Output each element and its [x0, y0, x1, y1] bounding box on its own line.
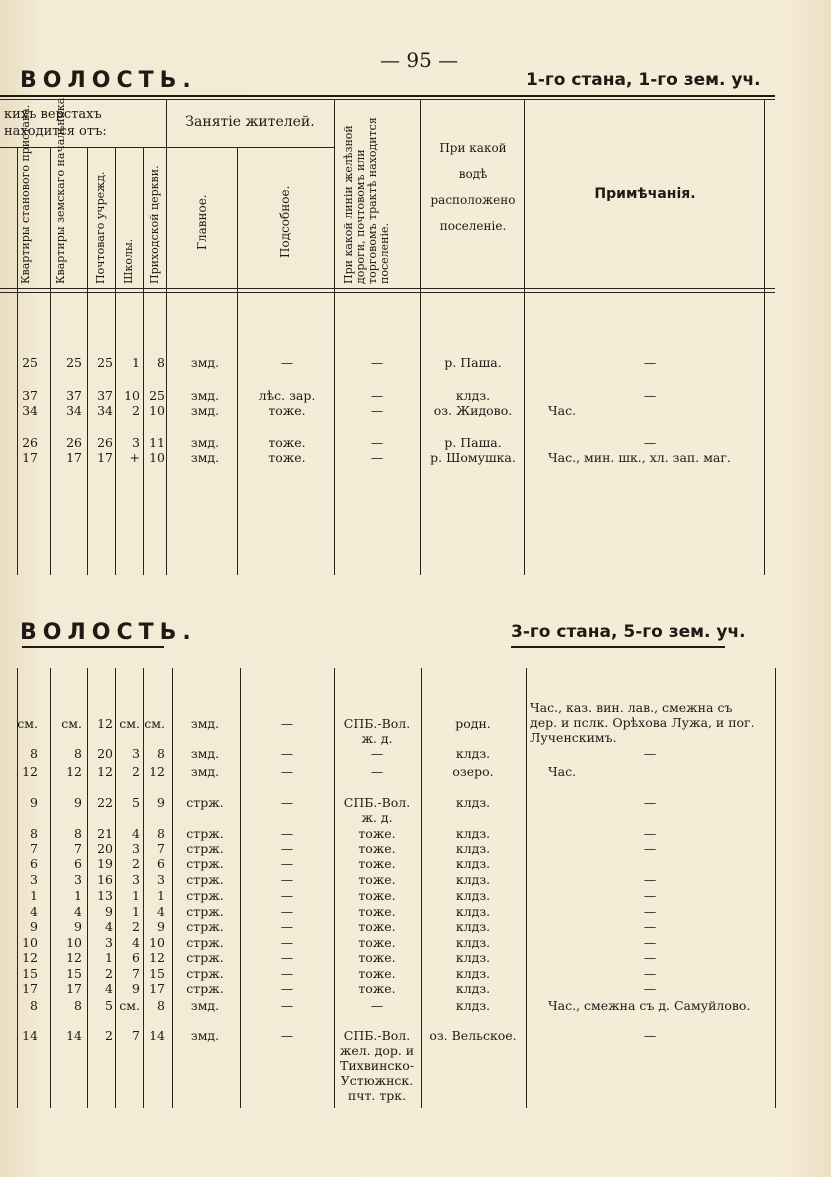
occupation-main-cell: стрж.: [186, 795, 224, 810]
dist-stanovoi-cell: 14: [22, 1028, 38, 1043]
dist-pochta-cell: 2: [105, 1028, 113, 1043]
railway-cell: —: [370, 355, 384, 370]
dist-stanovoi-cell: 25: [22, 355, 38, 370]
railway-cell: тоже.: [358, 888, 396, 903]
railway-cell: тоже.: [358, 935, 396, 950]
dist-church-cell: 8: [157, 826, 165, 841]
dist-stanovoi-cell: 17: [22, 450, 38, 465]
dist-school-cell: см.: [119, 998, 140, 1013]
occupation-secondary-cell: —: [280, 998, 294, 1013]
note-cell: —: [643, 919, 657, 934]
dist-zemsky-cell: 34: [66, 403, 82, 418]
occupation-secondary-cell: —: [280, 795, 294, 810]
water-cell: клдз.: [455, 966, 491, 981]
occupation-secondary-cell: —: [280, 888, 294, 903]
dist-stanovoi-cell: 12: [22, 764, 38, 779]
occupation-main-cell: змд.: [190, 388, 220, 403]
dist-pochta-cell: 19: [97, 856, 113, 871]
t2-col-line: [526, 668, 527, 1108]
dist-zemsky-cell: 4: [74, 904, 82, 919]
dist-church-cell: 4: [157, 904, 165, 919]
occupation-secondary-cell: тоже.: [268, 403, 306, 418]
dist-church-cell: 9: [157, 795, 165, 810]
railway-cell: —: [370, 403, 384, 418]
occupation-main-cell: стрж.: [186, 856, 224, 871]
dist-school-cell: 4: [132, 935, 140, 950]
dist-zemsky-cell: 3: [74, 872, 82, 887]
note-cell: —: [643, 435, 657, 450]
dist-pochta-cell: 22: [97, 795, 113, 810]
water-cell: клдз.: [455, 388, 491, 403]
occupation-main-cell: стрж.: [186, 950, 224, 965]
dist-school-cell: 1: [132, 355, 140, 370]
occupation-main-cell: змд.: [190, 403, 220, 418]
occupation-secondary-cell: —: [280, 966, 294, 981]
occupation-secondary-cell: —: [280, 935, 294, 950]
occupation-main-cell: стрж.: [186, 935, 224, 950]
railway-cell: —: [370, 388, 384, 403]
col-header-church: Приходской церкви.: [148, 165, 161, 284]
water-cell: клдз.: [455, 950, 491, 965]
occupation-secondary-cell: лѣс. зар.: [258, 388, 316, 403]
note-cell: —: [643, 935, 657, 950]
table1-header-bottom-rule: [0, 288, 775, 289]
t2-col-line: [775, 668, 776, 1108]
note-cell: —: [643, 904, 657, 919]
occupation-main-cell: стрж.: [186, 919, 224, 934]
t1-col-line: [334, 99, 335, 575]
water-cell: клдз.: [455, 981, 491, 996]
railway-cell: —: [370, 764, 384, 779]
dist-pochta-cell: 4: [105, 981, 113, 996]
occupation-secondary-cell: —: [280, 841, 294, 856]
dist-school-cell: 1: [132, 888, 140, 903]
occupation-secondary-cell: —: [280, 1028, 294, 1043]
occupation-secondary-cell: —: [280, 355, 294, 370]
dist-church-cell: 6: [157, 856, 165, 871]
dist-school-cell: 2: [132, 764, 140, 779]
note-cell: —: [643, 888, 657, 903]
water-cell: клдз.: [455, 904, 491, 919]
occupation-secondary-cell: тоже.: [268, 450, 306, 465]
dist-church-cell: 7: [157, 841, 165, 856]
water-cell: клдз.: [455, 826, 491, 841]
col-header-zemsky: Квартиры земскаго начальника.: [54, 94, 67, 284]
dist-zemsky-cell: 25: [66, 355, 82, 370]
railway-cell: тоже.: [358, 966, 396, 981]
occupation-main-cell: стрж.: [186, 841, 224, 856]
note-cell: —: [643, 826, 657, 841]
dist-stanovoi-cell: 1: [30, 888, 38, 903]
water-cell: клдз.: [455, 888, 491, 903]
note-cell: —: [643, 795, 657, 810]
dist-church-cell: 12: [149, 950, 165, 965]
table1-top-rule-2: [0, 99, 775, 100]
dist-church-cell: 10: [149, 935, 165, 950]
note-cell: —: [643, 841, 657, 856]
col-header-school: Школы.: [122, 238, 135, 284]
t1-col-line: [524, 99, 525, 575]
dist-zemsky-cell: 15: [66, 966, 82, 981]
note-cell: —: [643, 872, 657, 887]
dist-stanovoi-cell: 12: [22, 950, 38, 965]
occupation-main-cell: стрж.: [186, 904, 224, 919]
dist-stanovoi-cell: 8: [30, 998, 38, 1013]
note-cell: Час.: [548, 403, 577, 418]
t1-col-line: [764, 99, 765, 575]
occupation-main-cell: змд.: [190, 998, 220, 1013]
occupation-group-header: Занятіе жителей.: [185, 114, 315, 130]
water-cell: клдз.: [455, 856, 491, 871]
occupation-secondary-cell: —: [280, 981, 294, 996]
railway-cell: СПБ.-Вол. ж. д.: [343, 716, 411, 746]
note-cell: Час., смежна съ д. Самуйлово.: [548, 998, 751, 1013]
t1-col-line: [166, 99, 167, 575]
dist-school-cell: 3: [132, 435, 140, 450]
occupation-secondary-cell: —: [280, 764, 294, 779]
water-cell: клдз.: [455, 998, 491, 1013]
occupation-main-cell: стрж.: [186, 826, 224, 841]
water-cell: р. Шомушка.: [430, 450, 516, 465]
railway-cell: —: [370, 450, 384, 465]
railway-cell: —: [370, 746, 384, 761]
dist-zemsky-cell: 6: [74, 856, 82, 871]
dist-church-cell: 14: [149, 1028, 165, 1043]
occupation-secondary-cell: —: [280, 856, 294, 871]
dist-school-cell: 10: [124, 388, 140, 403]
note-cell: —: [643, 355, 657, 370]
railway-cell: тоже.: [358, 950, 396, 965]
water-cell: клдз.: [455, 746, 491, 761]
table1-top-rule: [0, 95, 775, 97]
railway-cell: —: [370, 435, 384, 450]
note-cell: —: [643, 388, 657, 403]
note-cell: —: [643, 950, 657, 965]
occupation-main-cell: змд.: [190, 355, 220, 370]
dist-zemsky-cell: 7: [74, 841, 82, 856]
dist-zemsky-cell: 17: [66, 981, 82, 996]
dist-pochta-cell: 20: [97, 746, 113, 761]
railway-cell: —: [370, 998, 384, 1013]
dist-zemsky-cell: 37: [66, 388, 82, 403]
dist-stanovoi-cell: 6: [30, 856, 38, 871]
section2-subheading-underline: [511, 646, 725, 648]
dist-stanovoi-cell: 4: [30, 904, 38, 919]
distance-group-header: кихъ верстахъ находится отъ:: [4, 107, 107, 139]
dist-zemsky-cell: 8: [74, 746, 82, 761]
dist-church-cell: 9: [157, 919, 165, 934]
dist-school-cell: 4: [132, 826, 140, 841]
dist-pochta-cell: 21: [97, 826, 113, 841]
col-header-water: При какой водѣ расположено поселеніе.: [430, 141, 516, 233]
dist-pochta-cell: 25: [97, 355, 113, 370]
railway-cell: тоже.: [358, 981, 396, 996]
dist-church-cell: 11: [149, 435, 165, 450]
dist-pochta-cell: 17: [97, 450, 113, 465]
dist-church-cell: 12: [149, 764, 165, 779]
dist-church-cell: 10: [149, 450, 165, 465]
dist-school-cell: 3: [132, 746, 140, 761]
dist-zemsky-cell: 9: [74, 795, 82, 810]
occupation-main-cell: змд.: [190, 1028, 220, 1043]
dist-school-cell: +: [129, 450, 140, 465]
occupation-secondary-cell: —: [280, 872, 294, 887]
dist-zemsky-cell: 14: [66, 1028, 82, 1043]
railway-cell: тоже.: [358, 826, 396, 841]
dist-school-cell: 2: [132, 919, 140, 934]
section1-heading: ВОЛОСТЬ.: [20, 68, 197, 93]
dist-zemsky-cell: см.: [61, 716, 82, 731]
note-cell: —: [643, 1028, 657, 1043]
occupation-secondary-cell: —: [280, 904, 294, 919]
dist-school-cell: 5: [132, 795, 140, 810]
section2-heading-underline: [22, 646, 164, 648]
t1-col-line: [420, 99, 421, 575]
dist-stanovoi-cell: 9: [30, 919, 38, 934]
dist-zemsky-cell: 10: [66, 935, 82, 950]
occupation-secondary-cell: —: [280, 950, 294, 965]
occupation-secondary-cell: —: [280, 746, 294, 761]
occupation-secondary-cell: тоже.: [268, 435, 306, 450]
dist-school-cell: 7: [132, 1028, 140, 1043]
section2-heading: ВОЛОСТЬ.: [20, 620, 197, 645]
railway-cell: тоже.: [358, 919, 396, 934]
dist-pochta-cell: 20: [97, 841, 113, 856]
col-header-main: Главное.: [195, 194, 209, 250]
dist-stanovoi-cell: 10: [22, 935, 38, 950]
railway-cell: тоже.: [358, 872, 396, 887]
occupation-main-cell: стрж.: [186, 872, 224, 887]
dist-stanovoi-cell: 7: [30, 841, 38, 856]
note-cell: Час., мин. шк., хл. зап. маг.: [548, 450, 731, 465]
occupation-main-cell: стрж.: [186, 966, 224, 981]
dist-pochta-cell: 12: [97, 716, 113, 731]
occupation-main-cell: змд.: [190, 435, 220, 450]
railway-cell: тоже.: [358, 904, 396, 919]
water-cell: р. Паша.: [444, 355, 502, 370]
dist-pochta-cell: 37: [97, 388, 113, 403]
occupation-main-cell: змд.: [190, 764, 220, 779]
occupation-group-rule: [166, 147, 334, 148]
dist-stanovoi-cell: 8: [30, 826, 38, 841]
occupation-main-cell: стрж.: [186, 888, 224, 903]
dist-stanovoi-cell: см.: [17, 716, 38, 731]
water-cell: р. Паша.: [444, 435, 502, 450]
dist-school-cell: 6: [132, 950, 140, 965]
dist-school-cell: 2: [132, 403, 140, 418]
col-header-pochta: Почтоваго учрежд.: [94, 171, 107, 284]
dist-school-cell: 3: [132, 841, 140, 856]
occupation-main-cell: змд.: [190, 746, 220, 761]
dist-school-cell: 3: [132, 872, 140, 887]
section2-subheading: 3-го стана, 5-го зем. уч.: [511, 622, 746, 642]
occupation-main-cell: змд.: [190, 450, 220, 465]
dist-pochta-cell: 1: [105, 950, 113, 965]
dist-stanovoi-cell: 8: [30, 746, 38, 761]
occupation-secondary-cell: —: [280, 919, 294, 934]
note-cell: Час., каз. вин. лав., смежна съ дер. и пслк. Орѣхова Лужа, и пог. Лученскимъ.: [530, 700, 755, 745]
col-header-stanovoi: Квартиры станового пристава.: [19, 104, 32, 284]
dist-zemsky-cell: 17: [66, 450, 82, 465]
water-cell: оз. Вельское.: [429, 1028, 517, 1043]
dist-zemsky-cell: 8: [74, 826, 82, 841]
dist-stanovoi-cell: 34: [22, 403, 38, 418]
dist-zemsky-cell: 1: [74, 888, 82, 903]
dist-school-cell: 2: [132, 856, 140, 871]
dist-zemsky-cell: 12: [66, 950, 82, 965]
dist-pochta-cell: 2: [105, 966, 113, 981]
water-cell: клдз.: [455, 935, 491, 950]
water-cell: клдз.: [455, 872, 491, 887]
railway-cell: СПБ.-Вол. ж. д.: [343, 795, 411, 825]
dist-pochta-cell: 12: [97, 764, 113, 779]
dist-stanovoi-cell: 15: [22, 966, 38, 981]
occupation-main-cell: стрж.: [186, 981, 224, 996]
note-cell: —: [643, 746, 657, 761]
section1-subheading: 1-го стана, 1-го зем. уч.: [526, 70, 761, 90]
dist-school-cell: 1: [132, 904, 140, 919]
dist-pochta-cell: 3: [105, 935, 113, 950]
dist-church-cell: 8: [157, 998, 165, 1013]
dist-school-cell: 7: [132, 966, 140, 981]
dist-church-cell: 25: [149, 388, 165, 403]
water-cell: клдз.: [455, 795, 491, 810]
occupation-main-cell: змд.: [190, 716, 220, 731]
water-cell: клдз.: [455, 919, 491, 934]
occupation-secondary-cell: —: [280, 716, 294, 731]
railway-cell: СПБ.-Вол. жел. дор. и Тихвинско- Устюжнск. пчт. трк.: [339, 1028, 415, 1103]
note-cell: —: [643, 981, 657, 996]
water-cell: оз. Жидово.: [433, 403, 513, 418]
dist-pochta-cell: 4: [105, 919, 113, 934]
dist-church-cell: 1: [157, 888, 165, 903]
dist-zemsky-cell: 8: [74, 998, 82, 1013]
dist-stanovoi-cell: 9: [30, 795, 38, 810]
note-cell: Час.: [548, 764, 577, 779]
dist-pochta-cell: 5: [105, 998, 113, 1013]
dist-pochta-cell: 16: [97, 872, 113, 887]
railway-cell: тоже.: [358, 856, 396, 871]
dist-pochta-cell: 9: [105, 904, 113, 919]
col-header-railway: При какой линіи желѣзной дороги, почтовомъ или торговомъ трактѣ находится поселеніе.: [342, 117, 391, 284]
note-cell: —: [643, 966, 657, 981]
col-header-secondary: Подсобное.: [278, 185, 292, 259]
dist-zemsky-cell: 9: [74, 919, 82, 934]
water-cell: озеро.: [452, 764, 494, 779]
dist-stanovoi-cell: 37: [22, 388, 38, 403]
dist-church-cell: 17: [149, 981, 165, 996]
dist-pochta-cell: 34: [97, 403, 113, 418]
dist-school-cell: см.: [119, 716, 140, 731]
occupation-secondary-cell: —: [280, 826, 294, 841]
dist-church-cell: 10: [149, 403, 165, 418]
dist-stanovoi-cell: 26: [22, 435, 38, 450]
dist-pochta-cell: 26: [97, 435, 113, 450]
water-cell: родн.: [455, 716, 491, 731]
dist-church-cell: 8: [157, 355, 165, 370]
dist-school-cell: 9: [132, 981, 140, 996]
dist-church-cell: 15: [149, 966, 165, 981]
dist-stanovoi-cell: 3: [30, 872, 38, 887]
dist-pochta-cell: 13: [97, 888, 113, 903]
dist-church-cell: см.: [144, 716, 165, 731]
dist-church-cell: 3: [157, 872, 165, 887]
table1-header-bottom-rule-2: [0, 292, 775, 293]
dist-zemsky-cell: 26: [66, 435, 82, 450]
page-number: — 95 —: [380, 48, 459, 72]
railway-cell: тоже.: [358, 841, 396, 856]
dist-church-cell: 8: [157, 746, 165, 761]
dist-stanovoi-cell: 17: [22, 981, 38, 996]
col-header-notes: Примѣчанія.: [594, 186, 696, 202]
water-cell: клдз.: [455, 841, 491, 856]
dist-zemsky-cell: 12: [66, 764, 82, 779]
